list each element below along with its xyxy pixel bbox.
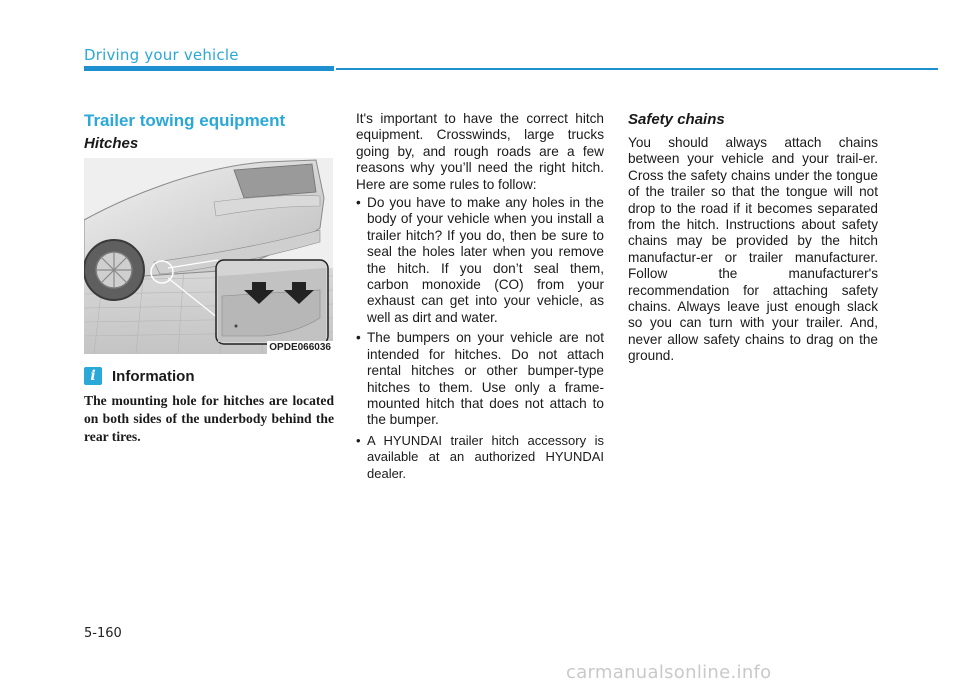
header-rule-thin	[336, 68, 938, 70]
information-label: Information	[112, 367, 195, 385]
page-number: 5-160	[84, 626, 122, 641]
section-title: Driving your vehicle	[84, 46, 239, 64]
hitch-rules-list	[356, 195, 604, 482]
car-rear-illustration	[84, 158, 333, 354]
list-item: • A HYUNDAI trailer hitch accessory is available at an authorized HYUNDAI dealer.	[356, 433, 604, 482]
hitch-illustration	[84, 158, 333, 354]
header-rule-thick	[84, 66, 334, 71]
list-item: • Do you have to make any holes in the body of your vehicle when you install a trailer hitch? If you do, then be sure to seal the holes later when you remove the hitch. If you don’t seal them, carbon monoxide (CO) from your exhaust can get into your vehicle, as well as dirt and water.	[356, 195, 604, 326]
information-header	[84, 366, 195, 386]
hitch-detail-inset	[216, 260, 328, 344]
safety-chains-body: You should always attach chains between your vehicle and your trail-er. Cross the safety chains under the tongue of the trailer so that the tongue will not drop to the road if it becomes separated from the hitch. Instructions about safety chains may be provided by the hitch manufactur-er or trailer manufacturer. Follow the manufacturer's recommendation for attaching safety chains. Always leave just enough slack so you can turn with your trailer. And, never allow safety chains to drag on the ground.	[628, 135, 878, 364]
watermark: carmanualsonline.info	[566, 662, 772, 683]
figure-code: OPDE066036	[269, 342, 331, 353]
hitch-intro: It's important to have the correct hitch equipment. Crosswinds, large trucks going by, and rough roads are a few reasons why you’ll need the right hitch. Here are some rules to follow:	[356, 111, 604, 192]
safety-chains-heading: Safety chains	[628, 111, 725, 128]
information-body: The mounting hole for hitches are located on both sides of the underbody behind the rear tires.	[84, 393, 334, 444]
hitch-rules-column	[356, 111, 604, 486]
page-heading: Trailer towing equipment	[84, 111, 286, 130]
list-item: • The bumpers on your vehicle are not intended for hitches. Do not attach rental hitches or other bumper-type hitches to them. Use only a frame-mounted hitch that does not attach to the bumper.	[356, 330, 604, 428]
hitches-subheading: Hitches	[84, 135, 139, 152]
information-icon: i	[84, 367, 102, 385]
